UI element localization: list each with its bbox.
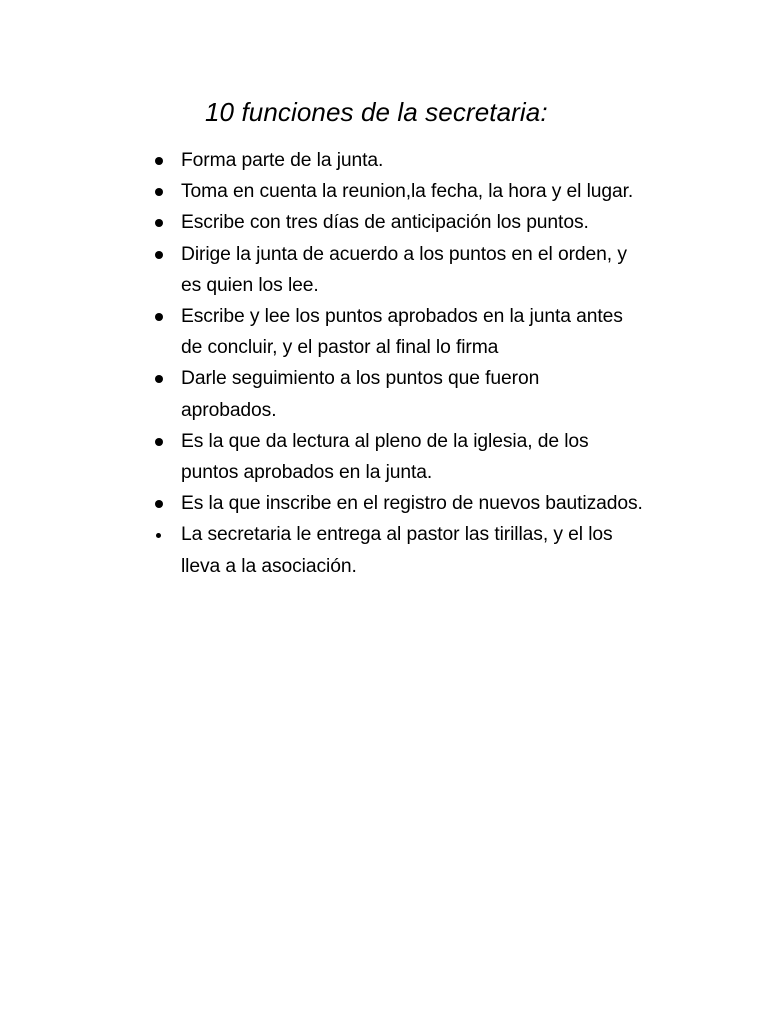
list-item-text: Es la que inscribe en el registro de nuevos bautizados. <box>181 493 643 515</box>
bullet-icon <box>155 500 163 508</box>
bullet-icon <box>155 438 163 446</box>
bullet-icon <box>155 251 163 259</box>
list-item <box>152 145 712 176</box>
list-item-text: Escribe con tres días de anticipación los puntos. <box>181 212 589 234</box>
list-item <box>152 363 712 425</box>
list-item-text: Escribe y lee los puntos aprobados en la junta antes <box>181 306 623 328</box>
list-item-text: Toma en cuenta la reunion,la fecha, la hora y el lugar. <box>181 181 634 203</box>
bullet-icon <box>155 157 163 165</box>
list-item <box>152 426 712 488</box>
list-item-text: Darle seguimiento a los puntos que fueron <box>181 368 540 390</box>
bullet-icon <box>155 313 163 321</box>
list-item-text-continuation: lleva a la asociación. <box>181 555 357 577</box>
list-item-text: Forma parte de la junta. <box>181 150 384 171</box>
bullet-icon <box>155 188 163 196</box>
list-item <box>152 301 712 363</box>
bullet-icon <box>155 219 163 227</box>
list-item <box>152 207 712 238</box>
document-title: 10 funciones de la secretaria: <box>205 97 548 127</box>
list-item <box>152 519 712 581</box>
list-item-text-continuation: puntos aprobados en la junta. <box>181 462 433 484</box>
list-item-text: La secretaria le entrega al pastor las tirillas, y el los <box>181 524 613 546</box>
functions-list <box>152 145 712 582</box>
list-item <box>152 176 712 207</box>
list-item-text-continuation: de concluir, y el pastor al final lo firma <box>181 337 499 359</box>
list-item <box>152 239 712 301</box>
list-item-text-continuation: es quien los lee. <box>181 274 319 296</box>
list-item-text: Dirige la junta de acuerdo a los puntos en el orden, y <box>181 243 627 265</box>
bullet-icon <box>156 533 161 538</box>
list-item-text-continuation: aprobados. <box>181 399 277 421</box>
list-item <box>152 488 712 519</box>
list-item-text: Es la que da lectura al pleno de la iglesia, de los <box>181 430 589 452</box>
bullet-icon <box>155 375 163 383</box>
